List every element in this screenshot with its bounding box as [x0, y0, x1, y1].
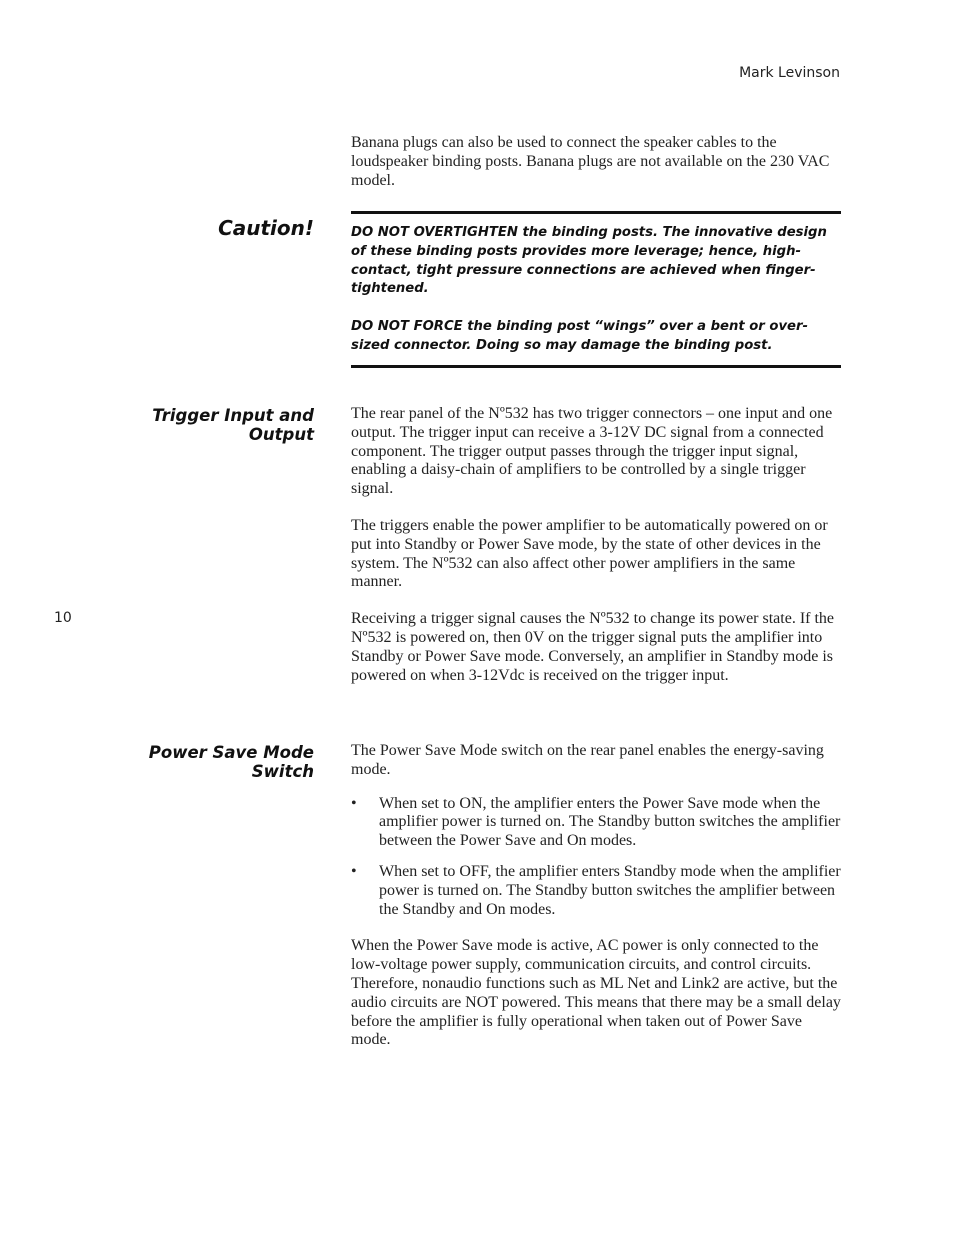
list-item: [351, 863, 841, 919]
caution-heading: Caution!: [218, 216, 314, 240]
trigger-paragraph-3: Receiving a trigger signal causes the Nº532 to change its power state. If the Nº532 is powered on, then 0V on the trigger signal puts the amplifier into Standby or Power Save mode. Conversely, an amplifier in Standby mode is powered on when 3-12Vdc is received on the trigger input.: [351, 610, 835, 684]
intro-section: [351, 134, 841, 190]
trigger-paragraph-2: The triggers enable the power amplifier to be automatically powered on or put into Standby or Power Save mode, by the state of other devices in the system. The Nº532 can also affect other power amplifiers in the same manner.: [351, 516, 828, 591]
trigger-heading-line-1: Trigger Input and: [152, 406, 314, 425]
power-save-heading-line-1: Power Save Mode: [148, 743, 314, 762]
bullet-icon: •: [351, 794, 357, 812]
list-item: [351, 795, 841, 851]
bullet-icon: •: [351, 862, 357, 880]
trigger-heading: [94, 406, 314, 444]
trigger-section: [351, 405, 841, 685]
bullet-text-off: When set to OFF, the amplifier enters Standby mode when the amplifier power is turned on. The Standby button switches the amplifier between the Standby and On modes.: [379, 862, 841, 918]
power-save-heading-line-2: Switch: [251, 762, 314, 781]
caution-box: [351, 211, 841, 368]
power-save-section: [351, 742, 841, 1050]
power-save-bullet-list: [351, 795, 841, 920]
running-header: Mark Levinson: [739, 65, 840, 81]
caution-paragraph-2: DO NOT FORCE the binding post “wings” over a bent or over-sized connector. Doing so may damage the binding post.: [351, 319, 808, 353]
power-save-intro: The Power Save Mode switch on the rear panel enables the energy-saving mode.: [351, 742, 824, 778]
trigger-paragraph-1: The rear panel of the Nº532 has two trigger connectors – one input and one output. The trigger input can receive a 3-12V DC signal from a connected component. The trigger output passes through the trigger input signal, enabling a daisy-chain of amplifiers to be controlled by a single trigger signal.: [351, 405, 833, 498]
page-number: 10: [54, 610, 72, 626]
bullet-text-on: When set to ON, the amplifier enters the Power Save mode when the amplifier power is turned on. The Standby button switches the amplifier between the Power Save and On modes.: [379, 794, 841, 850]
intro-paragraph: Banana plugs can also be used to connect the speaker cables to the loudspeaker binding posts. Banana plugs are not available on the 230 VAC model.: [351, 134, 830, 189]
trigger-heading-line-2: Output: [248, 425, 314, 444]
caution-paragraph-1: DO NOT OVERTIGHTEN the binding posts. The innovative design of these binding posts provides more leverage; hence, high-contact, tight pressure connections are achieved when finger-tightened.: [351, 225, 827, 297]
power-save-heading: [94, 743, 314, 781]
power-save-closing: When the Power Save mode is active, AC power is only connected to the low-voltage power supply, communication circuits, and control circuits. Therefore, nonaudio functions such as ML Net and Link2 are active, but the audio circuits are NOT powered. This means that there may be a small delay before the amplifier is fully operational when taken out of Power Save mode.: [351, 937, 841, 1049]
